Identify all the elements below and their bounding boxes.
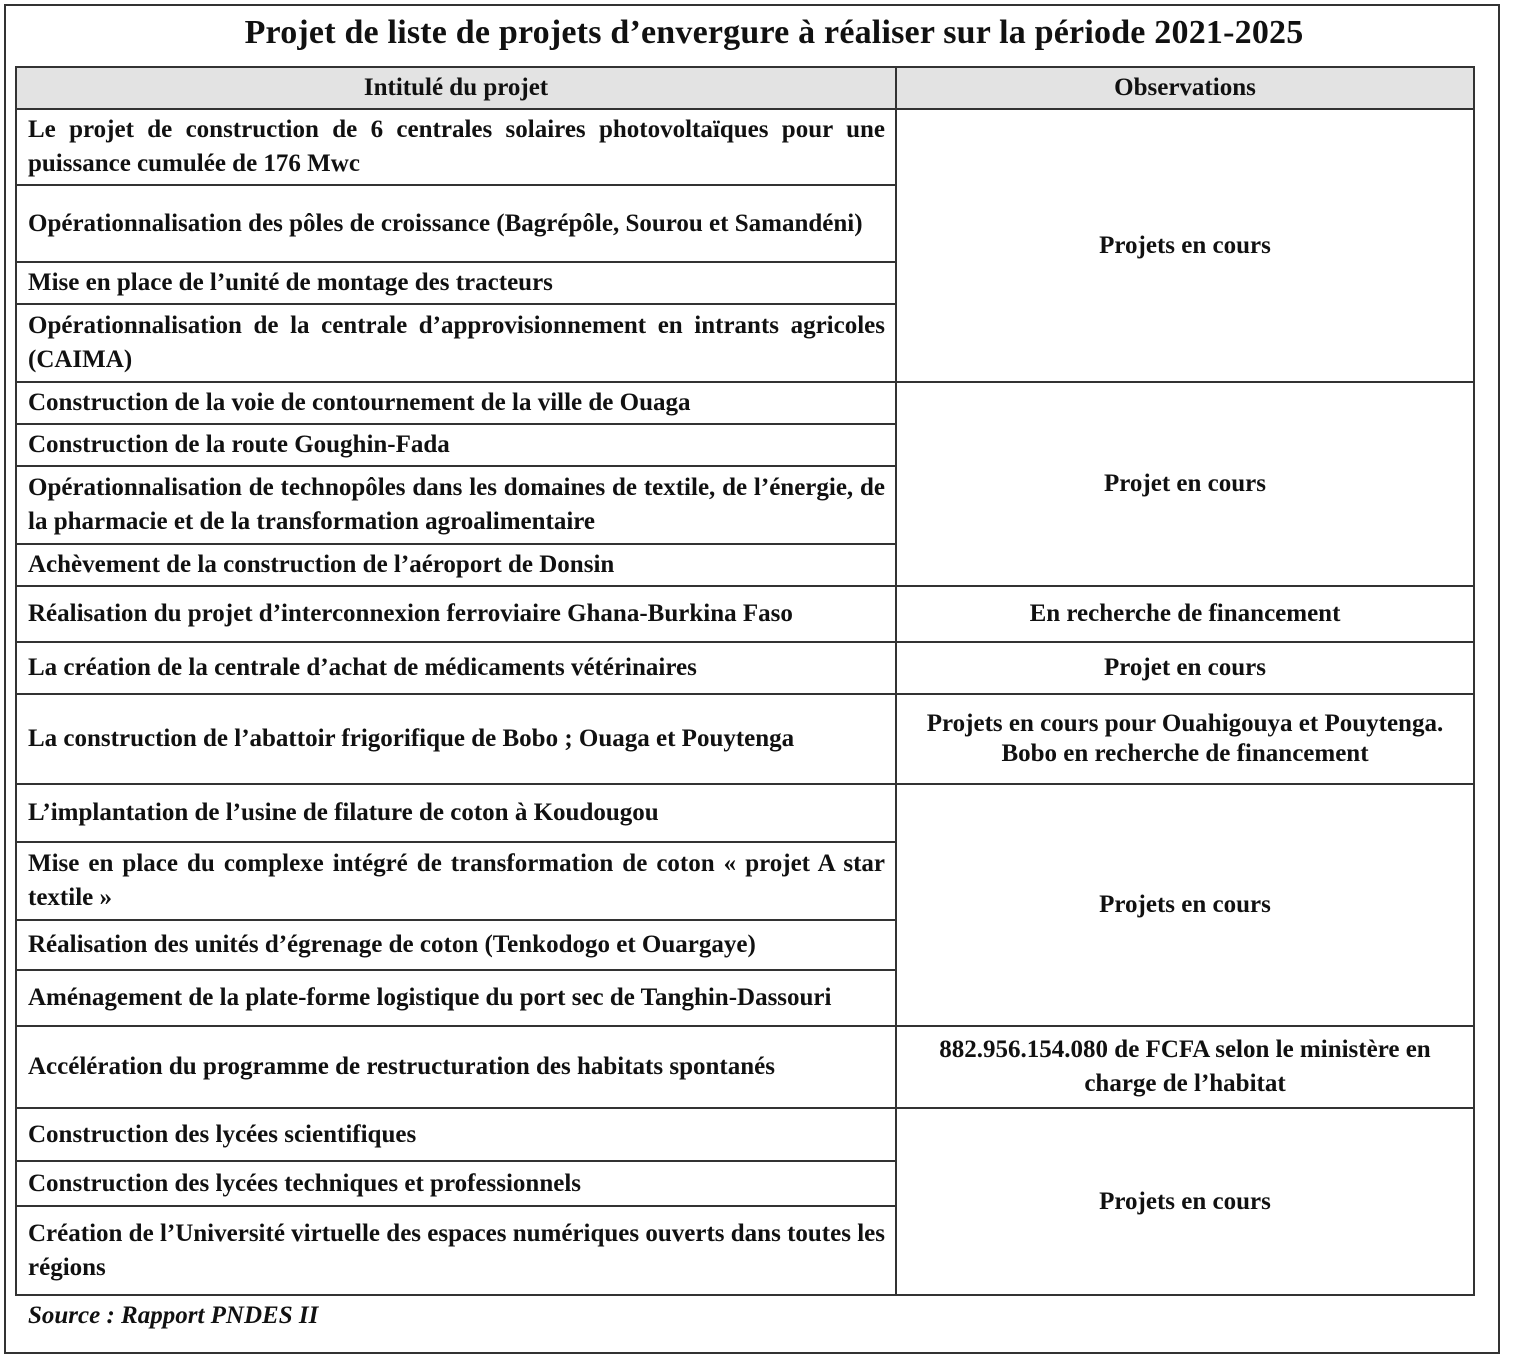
project-cell: Le projet de construction de 6 centrales solaires photovoltaïques pour une puissance cumulée de 176 Mwc [16, 109, 896, 185]
project-cell: Accélération du programme de restructuration des habitats spontanés [16, 1026, 896, 1108]
observation-cell: Projets en cours [896, 109, 1474, 382]
table-row [16, 1026, 1474, 1108]
project-cell: Opérationnalisation de la centrale d’approvisionnement en intrants agricoles (CAIMA) [16, 304, 896, 382]
observation-cell: 882.956.154.080 de FCFA selon le ministère en charge de l’habitat [896, 1026, 1474, 1108]
project-cell: Aménagement de la plate-forme logistique du port sec de Tanghin-Dassouri [16, 970, 896, 1026]
observation-cell: Projets en cours [896, 784, 1474, 1026]
table-row [16, 586, 1474, 642]
project-cell: Réalisation des unités d’égrenage de coton (Tenkodogo et Ouargaye) [16, 920, 896, 970]
table-row [16, 1108, 1474, 1161]
table-header-row [16, 67, 1474, 109]
observation-cell: Projets en cours [896, 1108, 1474, 1295]
project-cell: L’implantation de l’usine de filature de coton à Koudougou [16, 784, 896, 842]
project-cell: Construction de la voie de contournement de la ville de Ouaga [16, 382, 896, 424]
project-cell: La création de la centrale d’achat de médicaments vétérinaires [16, 642, 896, 694]
table-row [16, 694, 1474, 784]
table-row [16, 382, 1474, 424]
project-cell: Réalisation du projet d’interconnexion ferroviaire Ghana-Burkina Faso [16, 586, 896, 642]
project-cell: Construction de la route Goughin-Fada [16, 424, 896, 466]
header-observations: Observations [896, 67, 1474, 109]
observation-cell: Projets en cours pour Ouahigouya et Pouytenga. Bobo en recherche de financement [896, 694, 1474, 784]
source-note: Source : Rapport PNDES II [28, 1302, 319, 1329]
observation-cell: Projet en cours [896, 642, 1474, 694]
project-cell: La construction de l’abattoir frigorifique de Bobo ; Ouaga et Pouytenga [16, 694, 896, 784]
table-row [16, 784, 1474, 842]
project-cell: Création de l’Université virtuelle des espaces numériques ouverts dans toutes les régions [16, 1206, 896, 1295]
projects-table [15, 66, 1475, 1296]
project-cell: Opérationnalisation de technopôles dans les domaines de textile, de l’énergie, de la pharmacie et de la transformation agroalimentaire [16, 466, 896, 544]
header-project: Intitulé du projet [16, 67, 896, 109]
table-row [16, 109, 1474, 185]
project-cell: Mise en place de l’unité de montage des tracteurs [16, 262, 896, 304]
table-row [16, 642, 1474, 694]
project-cell: Construction des lycées scientifiques [16, 1108, 896, 1161]
project-cell: Achèvement de la construction de l’aéroport de Donsin [16, 544, 896, 586]
project-cell: Construction des lycées techniques et professionnels [16, 1161, 896, 1206]
observation-cell: En recherche de financement [896, 586, 1474, 642]
observation-cell: Projet en cours [896, 382, 1474, 586]
table-title: Projet de liste de projets d’envergure à réaliser sur la période 2021-2025 [244, 14, 1304, 51]
project-cell: Opérationnalisation des pôles de croissance (Bagrépôle, Sourou et Samandéni) [16, 185, 896, 262]
project-cell: Mise en place du complexe intégré de transformation de coton « projet A star textile » [16, 842, 896, 920]
